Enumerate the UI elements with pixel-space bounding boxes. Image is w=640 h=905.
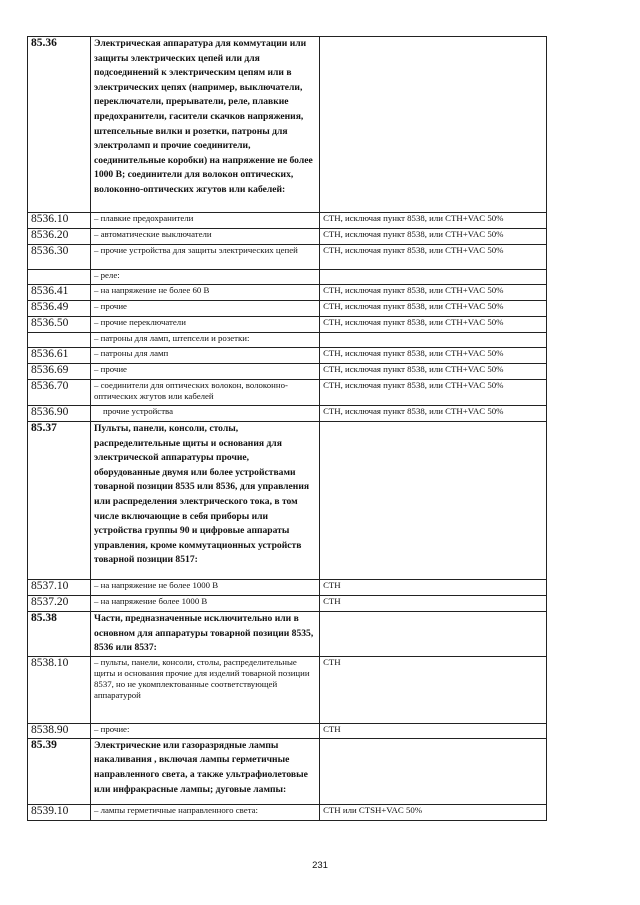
origin-rule: СТН, исключая пункт 8538, или СТН+VAC 50% [320, 213, 547, 229]
origin-rule: СТН [320, 580, 547, 596]
table-row [28, 301, 547, 317]
heading-description: Электрические или газоразрядные лампы накаливания , включая лампы герметичные направленного света, а также ультрафиолетовые или инфракрасные лампы; дуговые лампы: [91, 738, 320, 804]
table-row [28, 245, 547, 270]
origin-rule: СТН, исключая пункт 8538, или СТН+VAC 50% [320, 285, 547, 301]
subheading-description: – реле: [91, 270, 320, 285]
origin-rule [320, 37, 547, 213]
subheading-description: прочие устройства [91, 406, 320, 422]
origin-rule: СТН [320, 723, 547, 738]
subheading-code: 8537.20 [28, 596, 91, 612]
subheading-code: 8538.90 [28, 723, 91, 738]
table-row [28, 656, 547, 723]
table-row [28, 317, 547, 333]
subheading-code: 8536.90 [28, 406, 91, 422]
subheading-description: – лампы герметичные направленного света: [91, 804, 320, 820]
table-row [28, 723, 547, 738]
origin-rule: СТН или CTSH+VAC 50% [320, 804, 547, 820]
subheading-description: – патроны для ламп [91, 348, 320, 364]
origin-rule: СТН, исключая пункт 8538, или СТН+VAC 50% [320, 301, 547, 317]
origin-rule: СТН [320, 596, 547, 612]
table-row [28, 285, 547, 301]
heading-code: 85.38 [28, 612, 91, 657]
table-row [28, 37, 547, 213]
table-row [28, 229, 547, 245]
subheading-description: – на напряжение более 1000 В [91, 596, 320, 612]
subheading-code: 8537.10 [28, 580, 91, 596]
subheading-code: 8536.10 [28, 213, 91, 229]
origin-rule: СТН, исключая пункт 8538, или СТН+VAC 50% [320, 245, 547, 270]
origin-rule: СТН, исключая пункт 8538, или СТН+VAC 50% [320, 364, 547, 380]
subheading-description: – прочие: [91, 723, 320, 738]
subheading-description: – прочие [91, 364, 320, 380]
table-row [28, 596, 547, 612]
heading-description: Пульты, панели, консоли, столы, распределительные щиты и основания для электрической аппаратуры прочие, оборудованные двумя или более устройствами товарной позиции 8535 или 8536, для управления или распределения электрического тока, в том числе включающие в себя приборы или устройства группы 90 и цифровые аппараты управления, кроме коммутационных устройств товарной позиции 8517: [91, 422, 320, 580]
origin-rule: СТН [320, 656, 547, 723]
subheading-code: 8536.30 [28, 245, 91, 270]
table-row [28, 422, 547, 580]
table-row [28, 348, 547, 364]
subheading-code [28, 333, 91, 348]
table-row [28, 804, 547, 820]
heading-code: 85.36 [28, 37, 91, 213]
subheading-description: – автоматические выключатели [91, 229, 320, 245]
origin-rule [320, 612, 547, 657]
subheading-code: 8536.50 [28, 317, 91, 333]
subheading-code: 8536.20 [28, 229, 91, 245]
page-number: 231 [312, 860, 328, 871]
origin-rule: СТН, исключая пункт 8538, или СТН+VAC 50% [320, 380, 547, 406]
origin-rule [320, 270, 547, 285]
table-row [28, 364, 547, 380]
table-row [28, 738, 547, 804]
subheading-code: 8536.70 [28, 380, 91, 406]
origin-rule: СТН, исключая пункт 8538, или СТН+VAC 50% [320, 348, 547, 364]
subheading-code [28, 270, 91, 285]
origin-rule: СТН, исключая пункт 8538, или СТН+VAC 50% [320, 229, 547, 245]
table-row [28, 406, 547, 422]
subheading-description: – прочие устройства для защиты электрических цепей [91, 245, 320, 270]
heading-code: 85.37 [28, 422, 91, 580]
subheading-code: 8536.49 [28, 301, 91, 317]
subheading-code: 8536.61 [28, 348, 91, 364]
table-row [28, 612, 547, 657]
subheading-description: – на напряжение не более 1000 В [91, 580, 320, 596]
subheading-description: – пульты, панели, консоли, столы, распределительные щиты и основания прочие для изделий товарной позиции 8537, но не укомплектованные соответствующей аппаратурой [91, 656, 320, 723]
subheading-description: – плавкие предохранители [91, 213, 320, 229]
heading-description: Части, предназначенные исключительно или в основном для аппаратуры товарной позиции 8535, 8536 или 8537: [91, 612, 320, 657]
heading-code: 85.39 [28, 738, 91, 804]
subheading-code: 8536.69 [28, 364, 91, 380]
subheading-description: – на напряжение не более 60 В [91, 285, 320, 301]
heading-description: Электрическая аппаратура для коммутации или защиты электрических цепей или для подсоединений к электрическим цепям или в электрических цепях (например, выключатели, переключатели, прерыватели, реле, плавкие предохранители, гасители скачков напряжения, штепсельные вилки и розетки, патроны для электроламп и прочие соединители, соединительные коробки) на напряжение не более 1000 В; соединители для волокон оптических, волоконно-оптических жгутов или кабелей: [91, 37, 320, 213]
subheading-code: 8536.41 [28, 285, 91, 301]
origin-rule: СТН, исключая пункт 8538, или СТН+VAC 50% [320, 406, 547, 422]
subheading-description: – соединители для оптических волокон, волоконно-оптических жгутов или кабелей [91, 380, 320, 406]
subheading-code: 8539.10 [28, 804, 91, 820]
tariff-table [27, 36, 547, 821]
origin-rule: СТН, исключая пункт 8538, или СТН+VAC 50% [320, 317, 547, 333]
table-row [28, 213, 547, 229]
table-row [28, 380, 547, 406]
subheading-code: 8538.10 [28, 656, 91, 723]
origin-rule [320, 422, 547, 580]
origin-rule [320, 738, 547, 804]
table-row [28, 333, 547, 348]
origin-rule [320, 333, 547, 348]
subheading-description: – прочие [91, 301, 320, 317]
subheading-description: – патроны для ламп, штепсели и розетки: [91, 333, 320, 348]
subheading-description: – прочие переключатели [91, 317, 320, 333]
table-row [28, 270, 547, 285]
table-row [28, 580, 547, 596]
